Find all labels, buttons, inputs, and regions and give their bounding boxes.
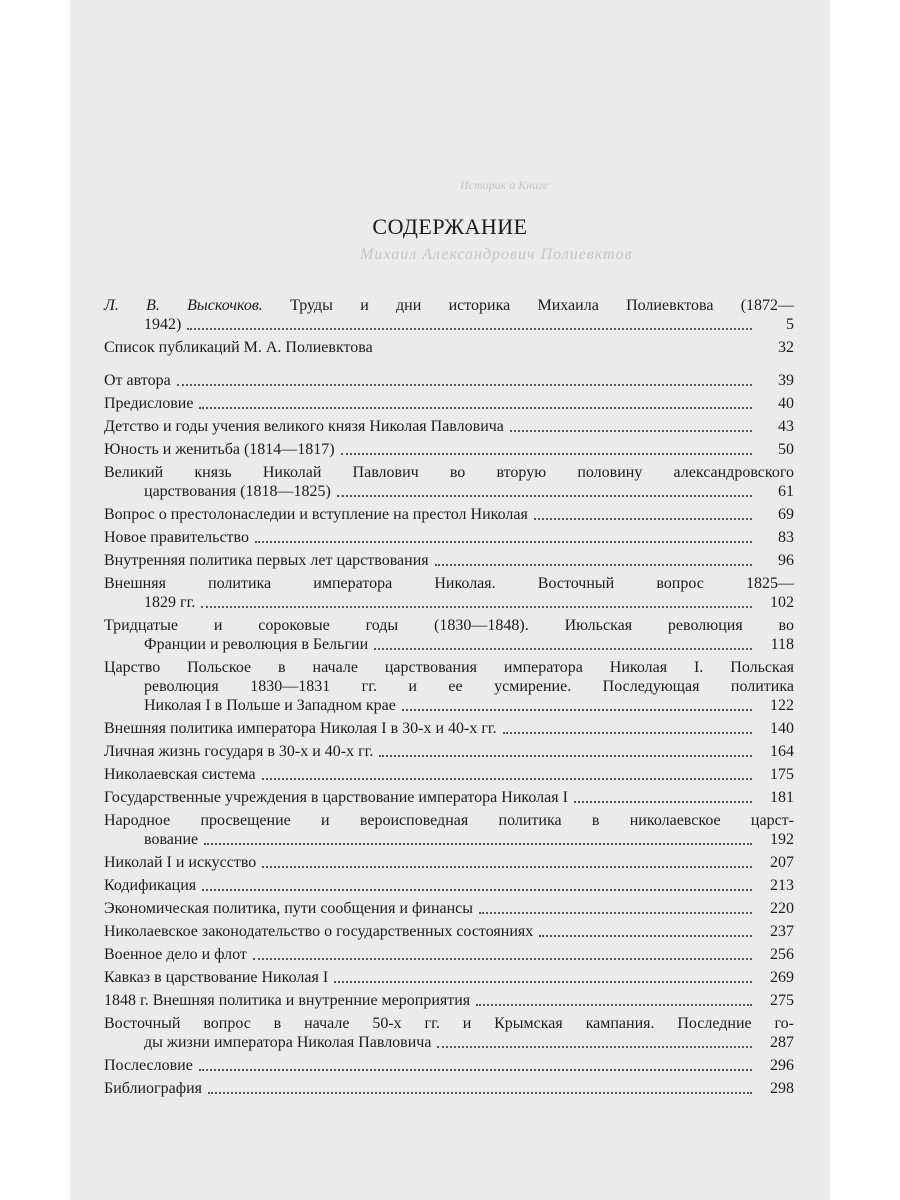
dot-leader xyxy=(208,1091,752,1094)
toc-entry xyxy=(104,876,794,895)
page-number: 275 xyxy=(770,992,794,1009)
entry-title-line: Личная жизнь государя в 30-х и 40-х гг. xyxy=(104,743,374,760)
entry-title-line: Франции и революция в Бельгии xyxy=(144,636,369,653)
dot-leader xyxy=(341,452,752,455)
page-number: 175 xyxy=(770,766,794,783)
dot-leader xyxy=(202,888,752,891)
dot-leader xyxy=(510,429,752,432)
page-number: 5 xyxy=(786,316,794,333)
toc-entry xyxy=(104,616,794,654)
toc-entry xyxy=(104,1056,794,1075)
entry-title: Список публикаций М. А. Полиевктова xyxy=(104,339,373,356)
dot-leader xyxy=(199,1068,752,1071)
entry-title-line: Военное дело и флот xyxy=(104,946,247,963)
toc-entry xyxy=(104,922,794,941)
entry-title-line: Восточный вопрос в начале 50-х гг. и Крымская кампания. Последние го- xyxy=(104,1015,794,1032)
toc-entry xyxy=(104,742,794,761)
toc-entry xyxy=(104,968,794,987)
dot-leader xyxy=(539,934,752,937)
toc-entry xyxy=(104,551,794,570)
page-number: 102 xyxy=(770,594,794,611)
toc-entry xyxy=(104,658,794,715)
dot-leader xyxy=(476,1003,752,1006)
dot-leader xyxy=(199,406,752,409)
page-number: 69 xyxy=(778,506,794,523)
toc-entry xyxy=(104,719,794,738)
dot-leader xyxy=(337,494,752,497)
entry-title-line: Великий князь Николай Павлович во вторую половину александровского xyxy=(104,464,794,481)
intro-title-line: Труды и дни историка Михаила Полиевктова (1872— xyxy=(290,297,795,314)
page-number: 96 xyxy=(778,552,794,569)
dot-leader xyxy=(437,1045,752,1048)
dot-leader xyxy=(574,800,752,803)
toc-entry-intro xyxy=(104,296,794,334)
toc-entry xyxy=(104,811,794,849)
toc-entry xyxy=(104,505,794,524)
page-number: 164 xyxy=(770,743,794,760)
entry-title-line: Кодификация xyxy=(104,877,197,894)
dot-leader xyxy=(503,731,752,734)
entry-title-line: Внешняя политика императора Николая I в 30-х и 40-х гг. xyxy=(104,720,497,737)
page-number: 32 xyxy=(778,339,794,356)
page-number: 40 xyxy=(778,395,794,412)
bleed-through-text: Историк о Книге xyxy=(460,178,549,192)
toc-entry xyxy=(104,853,794,872)
intro-title-line: 1942) xyxy=(144,316,182,333)
entry-title-line: Кавказ в царствование Николая I xyxy=(104,969,329,986)
entry-title-line: царствования (1818—1825) xyxy=(144,483,331,500)
toc-entry xyxy=(104,1079,794,1098)
page-number: 83 xyxy=(778,529,794,546)
entry-title-line: Государственные учреждения в царствование императора Николая I xyxy=(104,789,568,806)
page-number: 50 xyxy=(778,441,794,458)
entry-title-line: 1848 г. Внешняя политика и внутренние мероприятия xyxy=(104,992,471,1009)
page-number: 220 xyxy=(770,900,794,917)
page-number: 39 xyxy=(778,372,794,389)
intro-author: Л. В. Выскочков. xyxy=(104,297,263,314)
dot-leader xyxy=(177,383,752,386)
dot-leader xyxy=(534,517,752,520)
entry-title-line: революция 1830—1831 гг. и ее усмирение. Последующая политика xyxy=(144,678,794,695)
toc-entry xyxy=(104,991,794,1010)
entry-title-line: Внутренняя политика первых лет царствования xyxy=(104,552,429,569)
page-number: 140 xyxy=(770,720,794,737)
toc-entry xyxy=(104,765,794,784)
dot-leader xyxy=(479,911,752,914)
toc-entry xyxy=(104,463,794,501)
entry-title-line: ды жизни императора Николая Павловича xyxy=(144,1034,432,1051)
toc-entry xyxy=(104,945,794,964)
page-number: 298 xyxy=(770,1080,794,1097)
entry-title-line: Внешняя политика императора Николая. Восточный вопрос 1825— xyxy=(104,575,794,592)
bleed-through-text: Михаил Александрович Полиевктов xyxy=(360,246,633,263)
page-title: СОДЕРЖАНИЕ xyxy=(372,214,528,239)
dot-leader xyxy=(262,865,752,868)
toc-entry xyxy=(104,528,794,547)
dot-leader xyxy=(201,605,752,608)
toc-entry xyxy=(104,394,794,413)
dot-leader xyxy=(262,777,752,780)
entry-title-line: Царство Польское в начале царствования императора Николая I. Польская xyxy=(104,659,794,676)
entry-title-line: Николаевская система xyxy=(104,766,256,783)
entry-title-line: Вопрос о престолонаследии и вступление на престол Николая xyxy=(104,506,528,523)
dot-leader xyxy=(379,754,752,757)
page-number: 287 xyxy=(770,1034,794,1051)
page-number: 213 xyxy=(770,877,794,894)
entry-title-line: Юность и женитьба (1814—1817) xyxy=(104,441,335,458)
page-number: 207 xyxy=(770,854,794,871)
entry-title-line: Библиография xyxy=(104,1080,202,1097)
page-number: 61 xyxy=(778,483,794,500)
entry-title-line: Новое правительство xyxy=(104,529,249,546)
entry-title-line: Николай I и искусство xyxy=(104,854,257,871)
entry-title-line: вование xyxy=(144,831,199,848)
entry-title-line: Николая I в Польше и Западном крае xyxy=(144,697,396,714)
toc-entry xyxy=(104,574,794,612)
dot-leader xyxy=(253,957,752,960)
entry-title-line: Послесловие xyxy=(104,1057,193,1074)
dot-leader xyxy=(435,563,752,566)
entry-title-line: Народное просвещение и вероисповедная политика в николаевское царст- xyxy=(104,812,794,829)
entry-title-line: Экономическая политика, пути сообщения и финансы xyxy=(104,900,474,917)
toc-entries xyxy=(104,371,794,1098)
dot-leader xyxy=(204,842,752,845)
toc-entry xyxy=(104,788,794,807)
dot-leader xyxy=(255,540,752,543)
page-number: 43 xyxy=(778,418,794,435)
dot-leader xyxy=(374,647,752,650)
entry-title-line: Детство и годы учения великого князя Николая Павловича xyxy=(104,418,504,435)
entry-title-line: Николаевское законодательство о государственных состояниях xyxy=(104,923,534,940)
page-number: 237 xyxy=(770,923,794,940)
page-number: 269 xyxy=(770,969,794,986)
page-number: 296 xyxy=(770,1057,794,1074)
dot-leader xyxy=(402,708,752,711)
page-number: 192 xyxy=(770,831,794,848)
entry-title-line: Тридцатые и сороковые годы (1830—1848). Июльская революция во xyxy=(104,617,794,634)
toc-entry xyxy=(104,440,794,459)
toc-entry-publications xyxy=(104,338,794,357)
entry-title-line: 1829 гг. xyxy=(144,594,196,611)
page-number: 181 xyxy=(770,789,794,806)
toc-entry xyxy=(104,899,794,918)
table-of-contents xyxy=(104,296,794,1102)
toc-entry xyxy=(104,1014,794,1052)
page-number: 122 xyxy=(770,697,794,714)
toc-entry xyxy=(104,417,794,436)
entry-title-line: Предисловие xyxy=(104,395,194,412)
dot-leader xyxy=(334,980,752,983)
dot-leader xyxy=(187,327,752,330)
entry-title-line: От автора xyxy=(104,372,171,389)
toc-entry xyxy=(104,371,794,390)
page-number: 256 xyxy=(770,946,794,963)
page-number: 118 xyxy=(770,636,794,653)
